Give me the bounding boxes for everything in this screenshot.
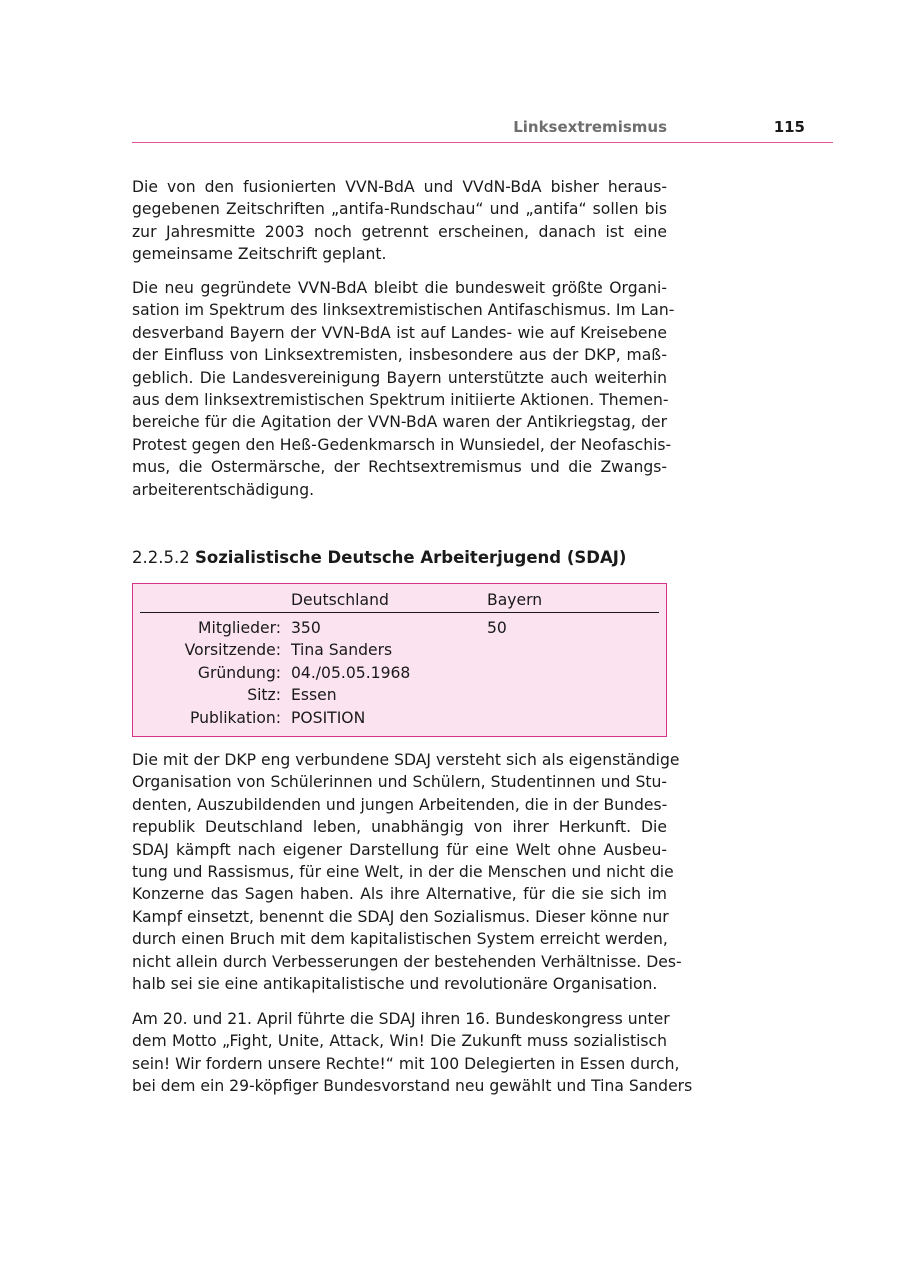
paragraph-4: [132, 1008, 693, 1098]
text-line: arbeiterentschädigung.: [132, 480, 315, 499]
row-label-seat: Sitz:: [247, 686, 281, 704]
text-line: Protest gegen den Heß-Gedenkmarsch in Wunsiedel, der Neofaschis-: [132, 435, 672, 454]
text-line: gegebenen Zeitschriften „antifa-Rundschau“ und „antifa“ sollen bis: [132, 200, 667, 219]
text-line: der Einfluss von Linksextremisten, insbesondere aus der DKP, maß-: [132, 346, 667, 365]
text-line: mus, die Ostermärsche, der Rechtsextremismus und die Zwangs-: [132, 458, 667, 477]
text-line: sein! Wir fordern unsere Rechte!“ mit 100 Delegierten in Essen durch,: [132, 1054, 680, 1073]
members-bayern: 50: [487, 619, 507, 637]
text-line: dem Motto „Fight, Unite, Attack, Win! Die Zukunft muss sozialistisch: [132, 1032, 667, 1051]
text-line: nicht allein durch Verbesserungen der bestehenden Verhältnisse. Des-: [132, 952, 682, 971]
running-header: [132, 117, 833, 143]
row-label-members: Mitglieder:: [198, 619, 281, 637]
text-line: durch einen Bruch mit dem kapitalistischen System erreicht werden,: [132, 930, 668, 949]
row-label-chair: Vorsitzende:: [184, 641, 281, 659]
seat-deutschland: Essen: [291, 686, 337, 704]
text-line: zur Jahresmitte 2003 noch getrennt erscheinen, danach ist eine: [132, 222, 667, 241]
section-number: 2.2.5.2: [132, 548, 190, 567]
text-line: gemeinsame Zeitschrift geplant.: [132, 245, 387, 264]
text-line: bereiche für die Agitation der VVN-BdA waren der Antikriegstag, der: [132, 413, 667, 432]
paragraph-1: [132, 176, 667, 266]
text-line: Konzerne das Sagen haben. Als ihre Alternative, für die sie sich im: [132, 885, 667, 904]
chair-deutschland: Tina Sanders: [291, 641, 393, 659]
text-line: republik Deutschland leben, unabhängig von ihrer Herkunft. Die: [132, 818, 667, 837]
paragraph-2: [132, 277, 675, 501]
text-line: aus dem linksextremistischen Spektrum initiierte Aktionen. Themen-: [132, 391, 669, 410]
publication-deutschland: POSITION: [291, 709, 366, 727]
text-line: geblich. Die Landesvereinigung Bayern unterstützte auch weiterhin: [132, 368, 667, 387]
row-label-founding: Gründung:: [197, 664, 281, 682]
organization-infobox: [132, 583, 667, 737]
text-line: Die von den fusionierten VVN-BdA und VVdN-BdA bisher heraus-: [132, 178, 667, 196]
section-title: Sozialistische Deutsche Arbeiterjugend (SDAJ): [194, 548, 627, 567]
running-header-section: Linksextremismus: [513, 118, 667, 136]
section-heading: [132, 547, 626, 569]
members-deutschland: 350: [291, 619, 321, 637]
paragraph-3: [132, 749, 682, 995]
text-line: Organisation von Schülerinnen und Schülern, Studentinnen und Stu-: [132, 773, 667, 792]
text-line: Die neu gegründete VVN-BdA bleibt die bundesweit größte Organi-: [132, 279, 667, 297]
text-line: bei dem ein 29-köpfiger Bundesvorstand neu gewählt und Tina Sanders: [132, 1077, 693, 1096]
text-line: desverband Bayern der VVN-BdA ist auf Landes- wie auf Kreisebene: [132, 323, 667, 342]
header-divider: [140, 612, 659, 613]
text-line: halb sei sie eine antikapitalistische und revolutionäre Organisation.: [132, 975, 658, 994]
text-line: Am 20. und 21. April führte die SDAJ ihren 16. Bundeskongress unter: [132, 1010, 670, 1028]
column-header-bayern: Bayern: [487, 591, 543, 609]
text-line: Kampf einsetzt, benennt die SDAJ den Sozialismus. Dieser könne nur: [132, 907, 669, 926]
text-line: Die mit der DKP eng verbundene SDAJ versteht sich als eigenständige: [132, 751, 680, 769]
row-label-publication: Publikation:: [189, 709, 281, 727]
page-number: 115: [773, 118, 805, 136]
text-line: SDAJ kämpft nach eigener Darstellung für eine Welt ohne Ausbeu-: [132, 840, 667, 859]
founding-deutschland: 04./05.05.1968: [291, 664, 411, 682]
text-line: tung und Rassismus, für eine Welt, in der die Menschen und nicht die: [132, 863, 674, 882]
column-header-deutschland: Deutschland: [291, 591, 389, 609]
text-line: sation im Spektrum des linksextremistischen Antifaschismus. Im Lan-: [132, 301, 675, 320]
text-line: denten, Auszubildenden und jungen Arbeitenden, die in der Bundes-: [132, 795, 668, 814]
